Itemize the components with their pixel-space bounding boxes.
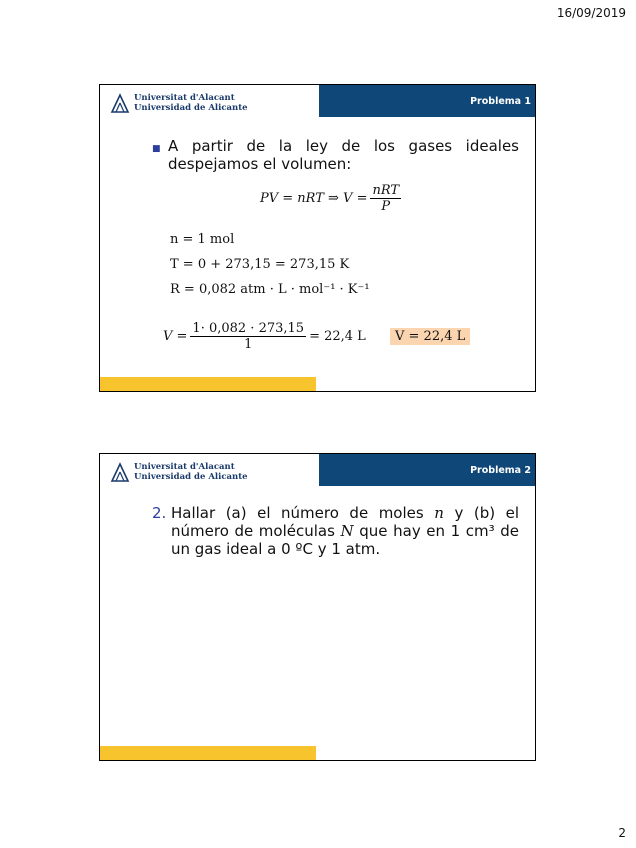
slide-title: Problema 1 xyxy=(470,95,531,107)
bullet-square-icon: ■ xyxy=(152,144,161,154)
problem-text-c: que hay en 1 cm³ de un gas ideal a 0 ºC y 1 atm. xyxy=(171,522,519,558)
volume-fraction xyxy=(190,321,306,352)
volume-lhs: V = xyxy=(163,329,188,344)
moles-line: n = 1 mol xyxy=(170,232,235,247)
slide-problema-2 xyxy=(99,453,536,761)
gas-constant-line: R = 0,082 atm · L · mol⁻¹ · K⁻¹ xyxy=(170,282,370,297)
temperature-line: T = 0 + 273,15 = 273,15 K xyxy=(170,257,350,272)
slide-footer-bar xyxy=(100,746,316,760)
volume-calculation xyxy=(163,321,366,352)
university-logo xyxy=(110,459,248,485)
university-logo-icon xyxy=(110,92,130,114)
equation-lhs: PV = nRT ⇒ V = xyxy=(260,191,368,206)
slide-problema-1 xyxy=(99,84,536,392)
university-logo-icon xyxy=(110,461,130,483)
volume-denominator: 1 xyxy=(244,337,253,352)
variable-N: N xyxy=(340,522,354,540)
variable-n: n xyxy=(434,504,444,522)
slide-header xyxy=(319,454,535,486)
logo-line-1: Universitat d'Alacant xyxy=(134,462,235,472)
problem-text-a: Hallar (a) el número de moles xyxy=(171,504,424,522)
problem-number: 2. xyxy=(152,504,167,522)
slide-footer-bar xyxy=(100,377,316,391)
volume-rhs: = 22,4 L xyxy=(309,329,366,344)
problem-statement xyxy=(152,504,519,558)
logo-line-2: Universidad de Alicante xyxy=(134,103,248,113)
page-date: 16/09/2019 xyxy=(556,6,626,20)
logo-line-1: Universitat d'Alacant xyxy=(134,93,235,103)
slide-title: Problema 2 xyxy=(470,464,531,476)
volume-numerator: 1· 0,082 · 273,15 xyxy=(192,321,305,336)
bullet-paragraph xyxy=(152,137,519,173)
university-logo xyxy=(110,90,248,116)
bullet-text: A partir de la ley de los gases ideales despejamos el volumen: xyxy=(168,137,519,173)
slide-header xyxy=(319,85,535,117)
fraction-numerator: nRT xyxy=(372,183,400,198)
problem-text-b: y (b) el número de moléculas xyxy=(171,504,519,540)
fraction-denominator: P xyxy=(381,199,391,214)
result-highlight: V = 22,4 L xyxy=(390,328,470,345)
logo-line-2: Universidad de Alicante xyxy=(134,472,248,482)
ideal-gas-equation xyxy=(260,183,404,214)
page-number: 2 xyxy=(618,826,626,840)
equation-fraction xyxy=(370,183,401,214)
